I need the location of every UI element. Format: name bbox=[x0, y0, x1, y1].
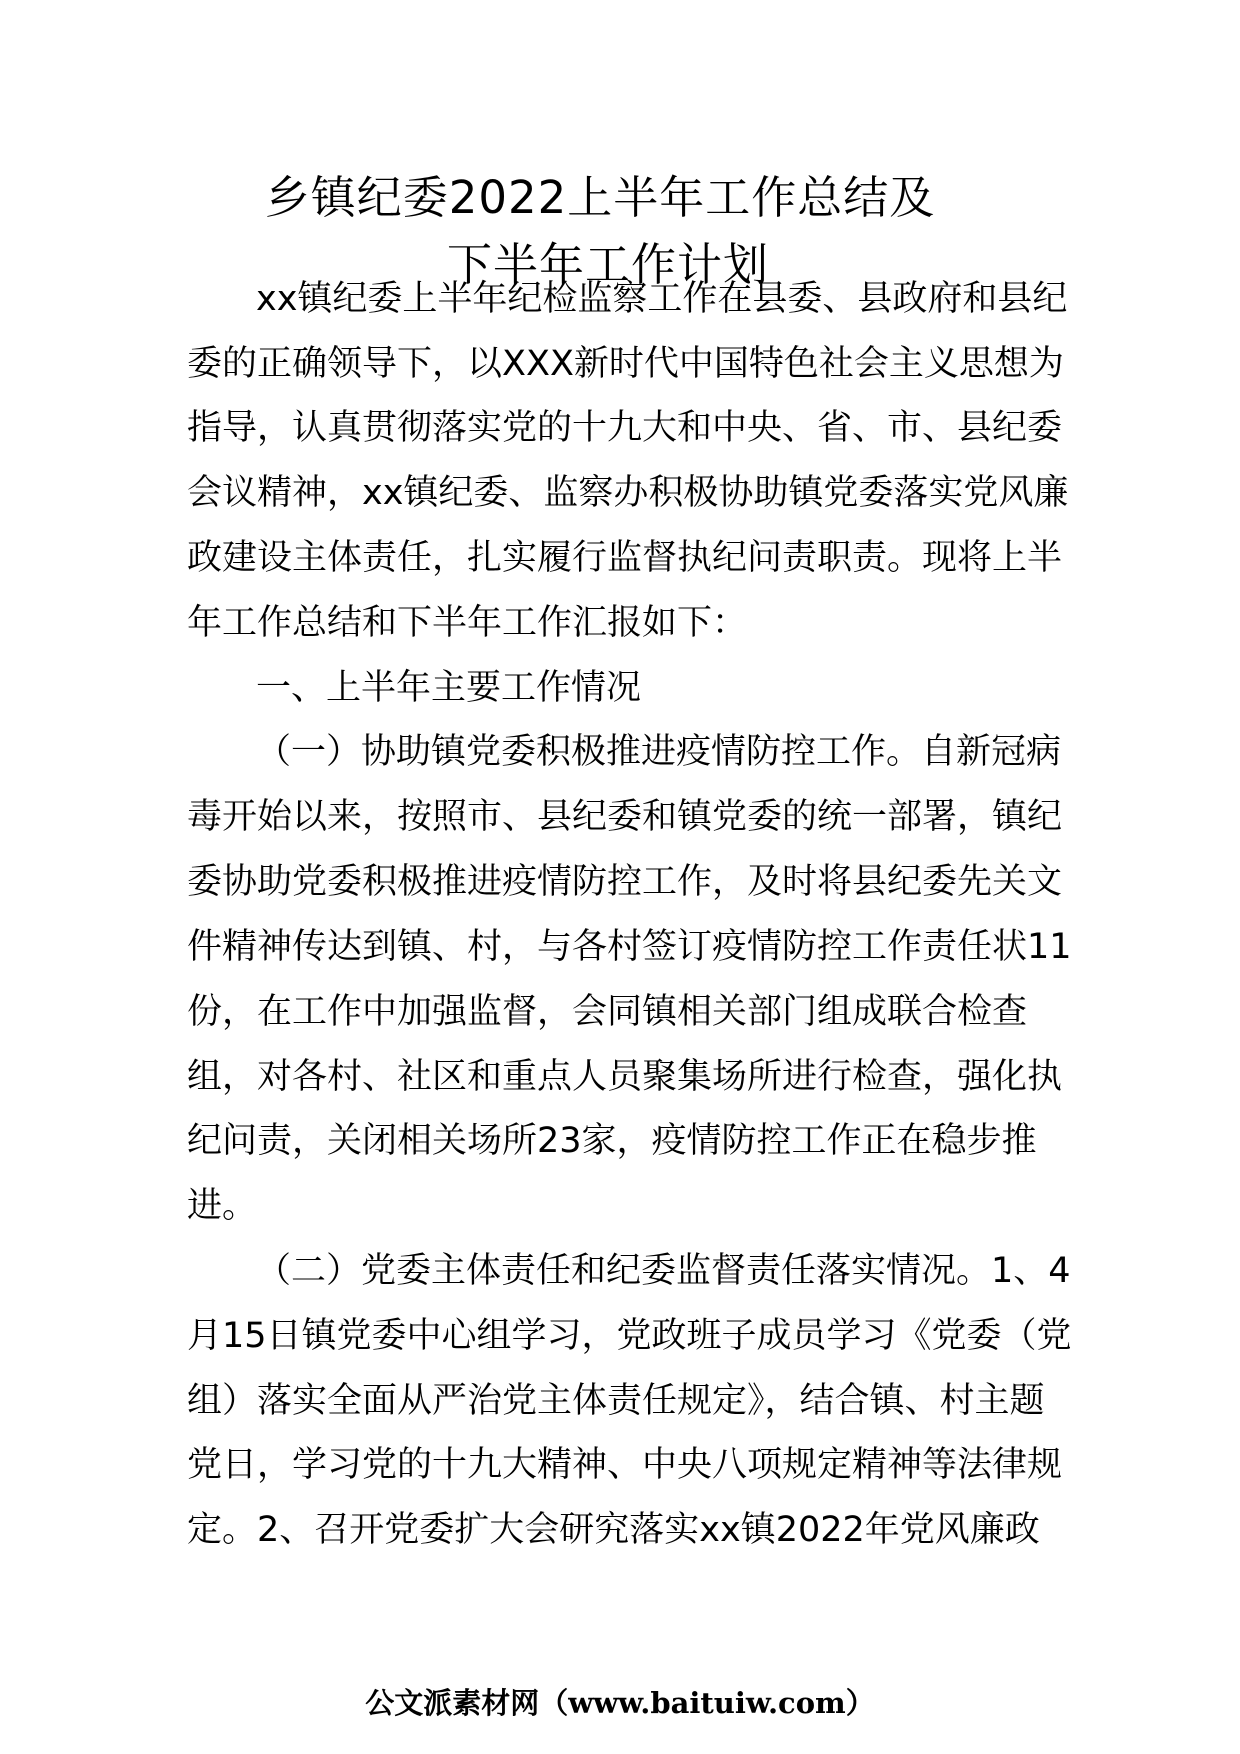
body-line: 进。 bbox=[187, 1186, 258, 1226]
body-line: 月15日镇党委中心组学习，党政班子成员学习《党委（党 bbox=[187, 1316, 1072, 1356]
body-line: 组，对各村、社区和重点人员聚集场所进行检查，强化执 bbox=[187, 1057, 1063, 1097]
document-title-line-1: 乡镇纪委2022上半年工作总结及 bbox=[264, 171, 936, 224]
body-line: xx镇纪委上半年纪检监察工作在县委、县政府和县纪 bbox=[256, 279, 1068, 319]
section-heading: 一、上半年主要工作情况 bbox=[256, 668, 642, 708]
body-line: 年工作总结和下半年工作汇报如下： bbox=[187, 603, 748, 643]
watermark-footer: 公文派素材网（www.baituiw.com） bbox=[365, 1686, 875, 1720]
body-line: 毒开始以来，按照市、县纪委和镇党委的统一部署，镇纪 bbox=[187, 797, 1063, 837]
body-line: 纪问责，关闭相关场所23家，疫情防控工作正在稳步推 bbox=[187, 1121, 1037, 1161]
body-line: 党日，学习党的十九大精神、中央八项规定精神等法律规 bbox=[187, 1445, 1063, 1485]
body-line: 指导，认真贯彻落实党的十九大和中央、省、市、县纪委 bbox=[187, 408, 1063, 448]
body-line: 会议精神，xx镇纪委、监察办积极协助镇党委落实党风廉 bbox=[187, 473, 1069, 513]
body-line: 件精神传达到镇、村，与各村签订疫情防控工作责任状11 bbox=[187, 927, 1072, 967]
body-line: 委的正确领导下，以XXX新时代中国特色社会主义思想为 bbox=[187, 344, 1064, 384]
body-line: 委协助党委积极推进疫情防控工作，及时将县纪委先关文 bbox=[187, 862, 1063, 902]
document-title-line-2: 下半年工作计划 bbox=[446, 238, 769, 291]
body-line: （一）协助镇党委积极推进疫情防控工作。自新冠病 bbox=[256, 732, 1062, 772]
body-line: 份，在工作中加强监督，会同镇相关部门组成联合检查 bbox=[187, 992, 1028, 1032]
body-line: 组）落实全面从严治党主体责任规定》，结合镇、村主题 bbox=[187, 1381, 1045, 1421]
body-line: 政建设主体责任，扎实履行监督执纪问责职责。现将上半 bbox=[187, 538, 1063, 578]
body-line: （二）党委主体责任和纪委监督责任落实情况。1、4 bbox=[256, 1251, 1071, 1291]
body-line: 定。2、召开党委扩大会研究落实xx镇2022年党风廉政 bbox=[187, 1510, 1040, 1550]
